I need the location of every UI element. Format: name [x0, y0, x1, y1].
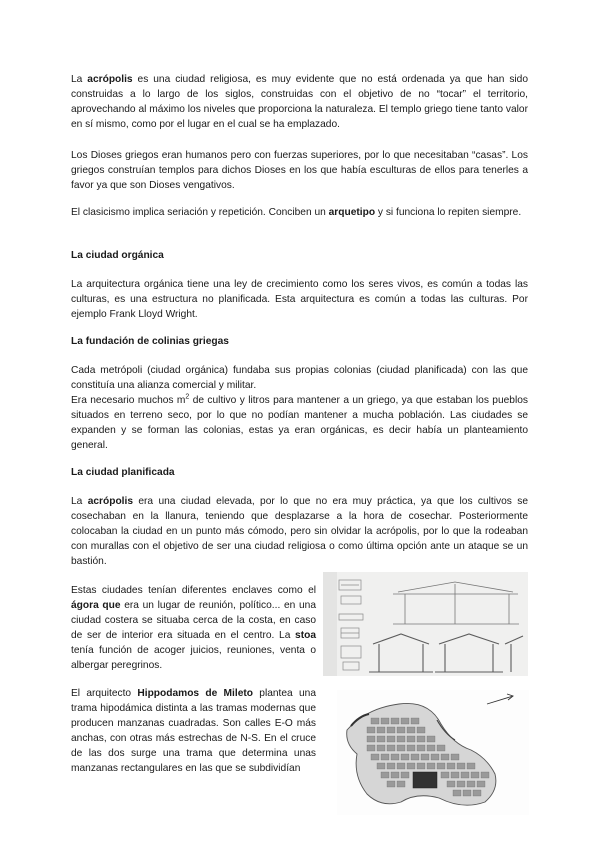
stoa-sketch-drawing — [323, 572, 528, 676]
miletus-plan-drawing — [337, 690, 529, 815]
paragraph-hippodamus: El arquitecto Hippodamos de Mileto plantea una trama hipodámica distinta a las tramas modernas que producen manzanas cuadradas. Son calles E-O más anchas, con otras más estrechas de N-S. En el cruce de las dos surge una trama que determina unas manzanas rectangulares en las que se subdividían — [71, 688, 316, 774]
paragraph-metropolis: Cada metrópoli (ciudad orgánica) fundaba sus propias colonias (ciudad planificada) con las que constituía una alianza comercial y militar. — [71, 365, 528, 391]
stoa-sketch-image — [323, 572, 528, 676]
paragraph-classicism: El clasicismo implica seriación y repetición. Conciben un arquetipo y si funciona lo repiten siempre. — [71, 207, 522, 218]
heading-planned-city: La ciudad planificada — [71, 467, 175, 478]
heading-organic-city: La ciudad orgánica — [71, 250, 164, 261]
paragraph-organic-architecture: La arquitectura orgánica tiene una ley de crecimiento como los seres vivos, es común a todas las culturas, es una estructura no planificada. Esta arquitectura es común a todas las culturas. Por ejemplo Frank Lloyd Wright. — [71, 279, 528, 320]
paragraph-agora-stoa: Estas ciudades tenían diferentes enclaves como el ágora que era un lugar de reunión, político... en una ciudad costera se situaba cerca de la costa, en caso de ser de interior era situada en el centro. La stoa tenía función de acoger juicios, reuniones, venta o albergar peregrinos. — [71, 585, 316, 671]
paragraph-greek-gods: Los Dioses griegos eran humanos pero con fuerzas superiores, por lo que necesitaban “casas”. Los griegos construían templos para dichos Dioses en los que había esculturas de ellos para tenerles a favor ya que son Dioses vengativos. — [71, 150, 528, 191]
heading-greek-colonies: La fundación de colinias griegas — [71, 336, 229, 347]
paragraph-cultivation: Era necesario muchos $m^2$ de cultivo y litros para mantener a un griego, ya que estaban los pueblos situados en terreno seco, por lo que no podían mantener a mucha población. Las ciudades se expanden y se forman las colonias, estas ya eran orgánicas, es decir había un planteamiento general. — [71, 393, 528, 451]
miletus-plan-image — [337, 690, 529, 815]
paragraph-acropolis-elevated: La acrópolis era una ciudad elevada, por lo que no era muy práctica, ya que los cultivos se cosechaban en la llanura, teniendo que desplazarse a la hora de cosechar. Posteriormente colocaban la ciudad en un punto más cómodo, pero sin olvidar la acrópolis, por lo que la rodeaban con murallas con el objetivo de ser una ciudad religiosa o como última opción ante un ataque se un bastión. — [71, 496, 528, 567]
paragraph-acropolis-religious: La acrópolis es una ciudad religiosa, es muy evidente que no está ordenada ya que han sido construidas a lo largo de los siglos, construidas con el objetivo de no “tocar” el territorio, aprovechando al máximo los niveles que proporciona la naturaleza. El templo griego tiene tanto valor en sí mismo, como por el lugar en el cual se ha emplazado. — [71, 74, 529, 130]
